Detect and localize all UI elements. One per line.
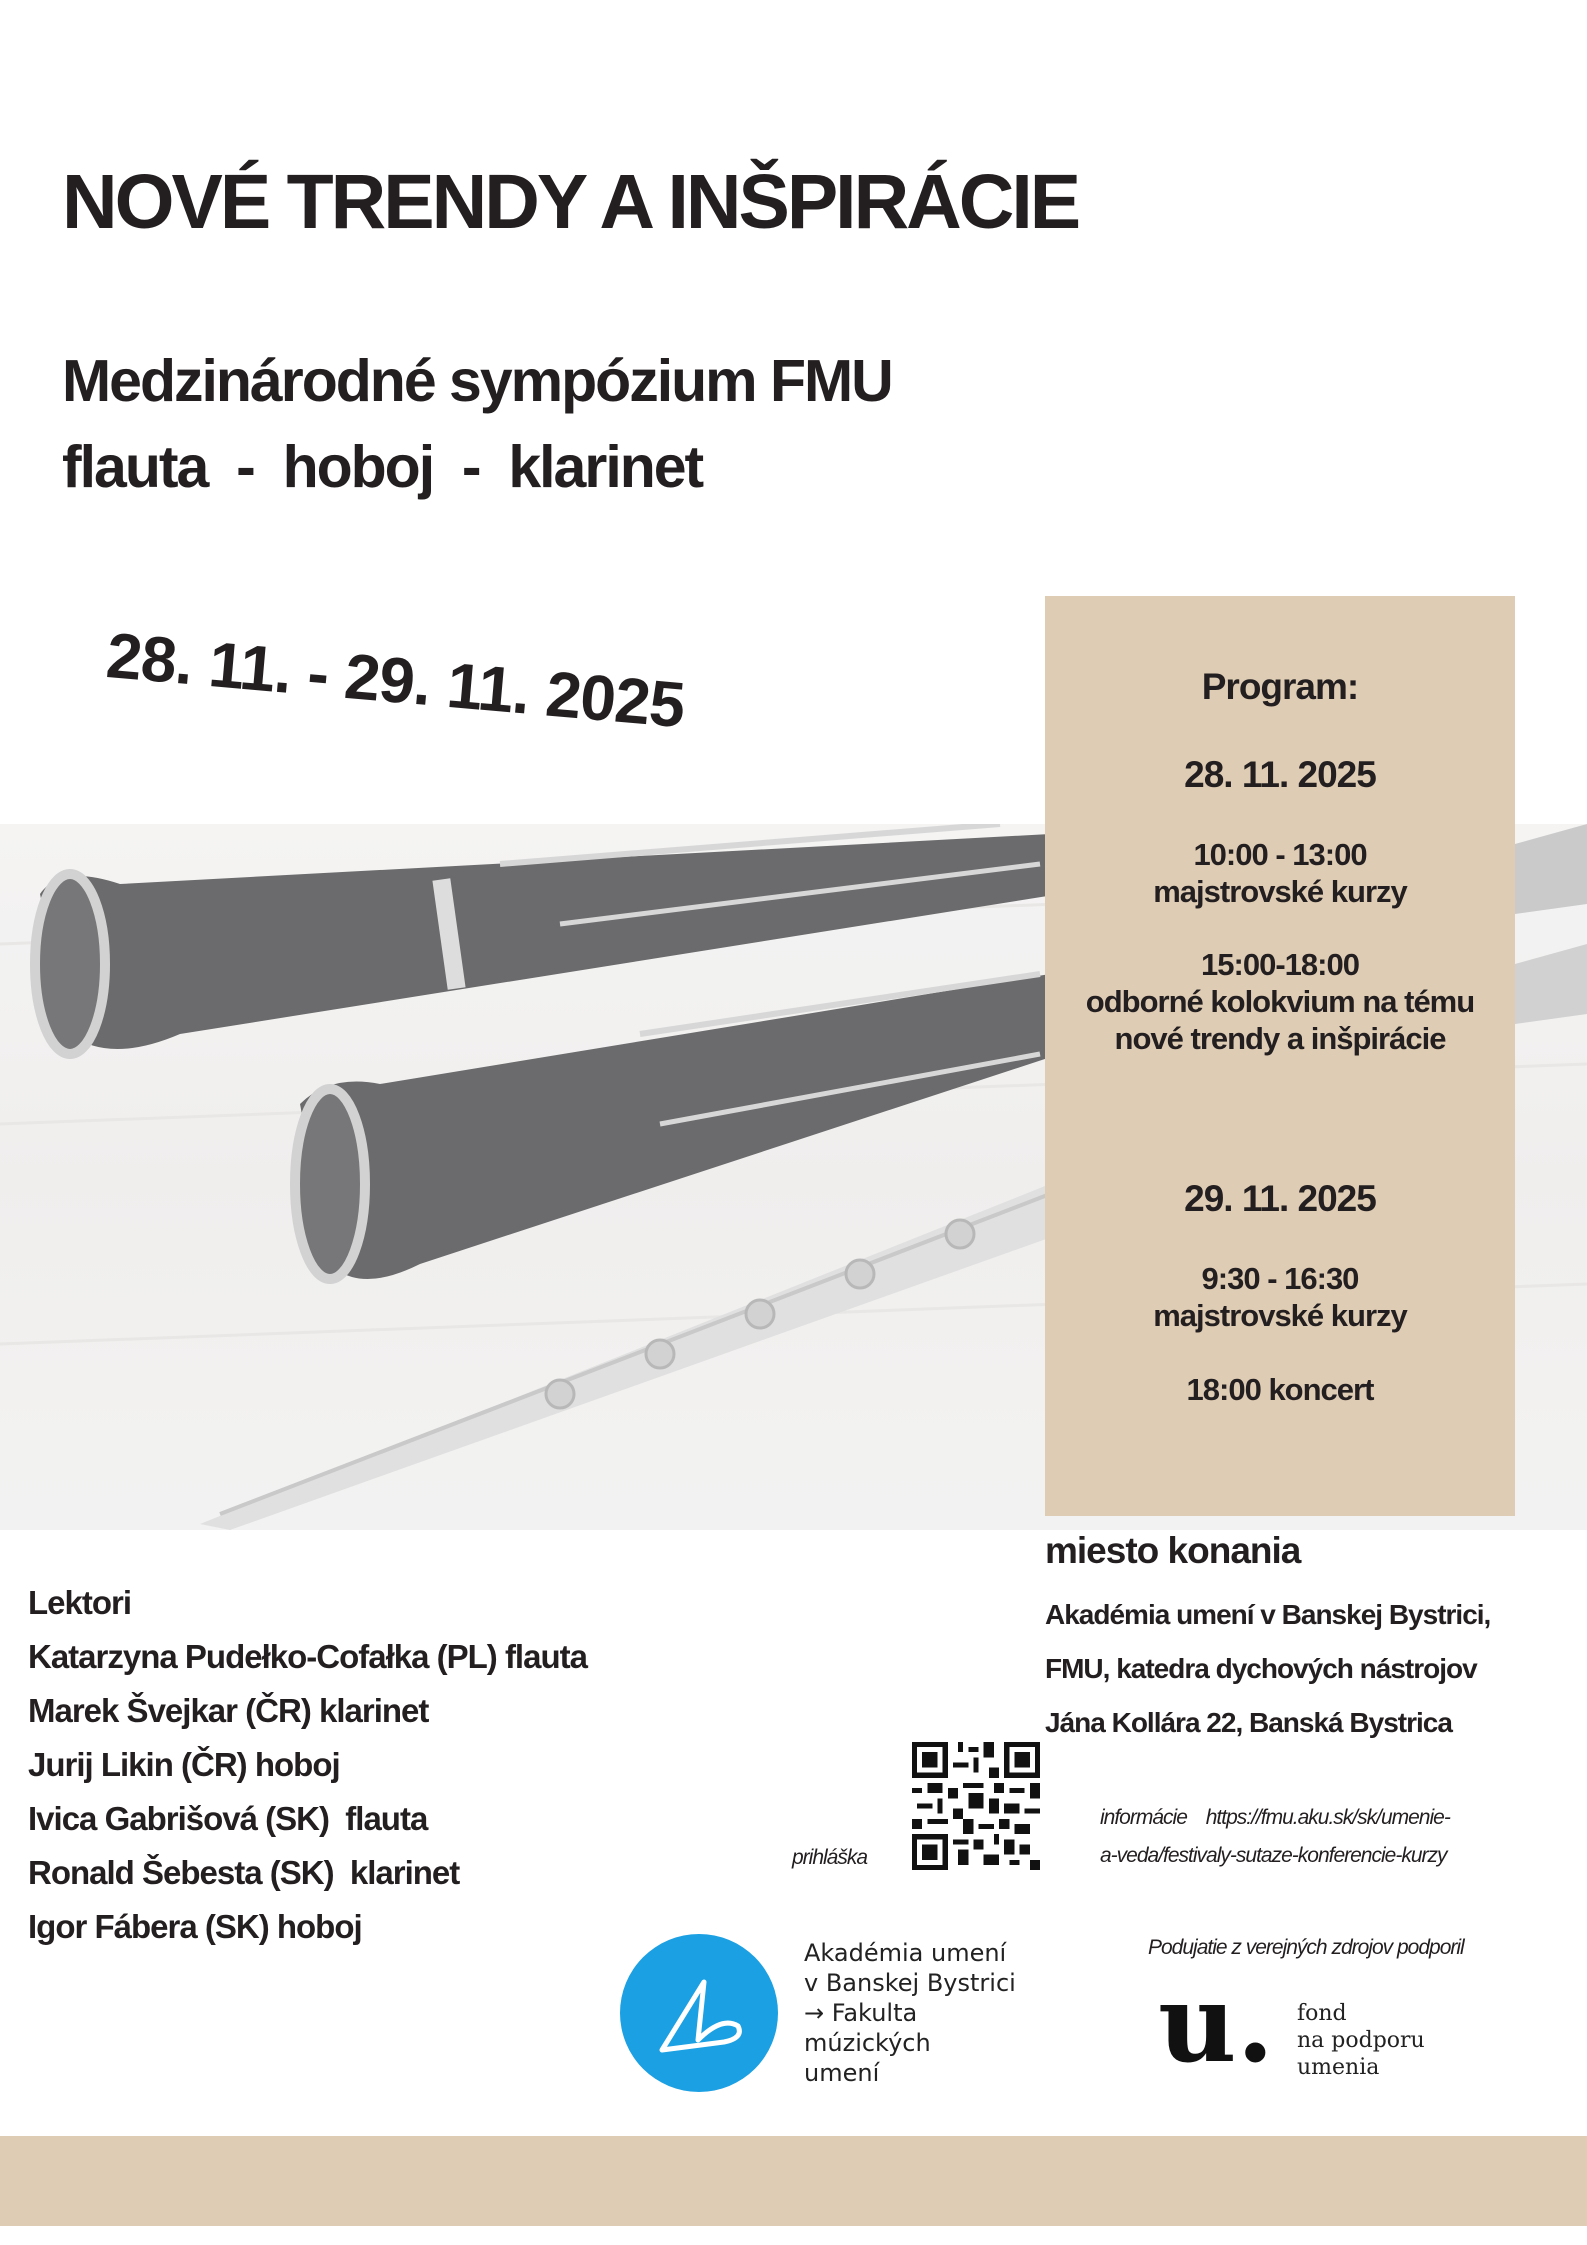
day2-slot1-time: 9:30 - 16:30 <box>1201 1261 1359 1296</box>
info-url-part-2[interactable]: a-veda/festivaly-sutaze-konferencie-kurzy <box>1100 1844 1447 1867</box>
venue-heading: miesto konania <box>1045 1530 1301 1571</box>
fpu-logo-letter: u. <box>1158 1961 1275 2087</box>
day1-slot2-line2: nové trendy a inšpirácie <box>1114 1021 1446 1056</box>
footer-band <box>0 2136 1587 2226</box>
venue-line-2: FMU, katedra dychových nástrojov <box>1045 1653 1477 1684</box>
qr-code-icon <box>912 1742 1040 1870</box>
info-line-1 <box>1100 1806 1450 1830</box>
aku-logo-icon <box>620 1934 778 2092</box>
lector-item: Ronald Šebesta (SK) klarinet <box>28 1854 460 1891</box>
support-note: Podujatie z verejných zdrojov podporil <box>1148 1936 1464 1959</box>
lector-item: Marek Švejkar (ČR) klarinet <box>28 1692 429 1729</box>
day2-slot1-text: majstrovské kurzy <box>1153 1298 1407 1333</box>
day1-slot1-time: 10:00 - 13:00 <box>1193 837 1367 872</box>
registration-label: prihláška <box>792 1846 868 1869</box>
event-dates: 28. 11. - 29. 11. 2025 <box>103 618 688 742</box>
page-title: NOVÉ TRENDY A INŠPIRÁCIE <box>62 159 1079 245</box>
aku-line-2: v Banskej Bystrici <box>804 1969 1016 1997</box>
venue-address <box>1045 1588 1490 1750</box>
lector-item: Ivica Gabrišová (SK) flauta <box>28 1800 428 1837</box>
info-url-part-1[interactable]: https://fmu.aku.sk/sk/umenie- <box>1205 1806 1450 1829</box>
aku-name <box>804 1938 1016 2088</box>
program-box <box>1045 596 1515 1516</box>
subtitle-line-1: Medzinárodné sympózium FMU <box>62 348 892 414</box>
registration-qr-code[interactable] <box>912 1742 1040 1870</box>
aku-line-4: múzických <box>804 2029 931 2057</box>
day2-concert: 18:00 koncert <box>1186 1372 1374 1407</box>
fpu-line-3: umenia <box>1297 2055 1380 2080</box>
fpu-name <box>1297 2000 1425 2081</box>
day1-date: 28. 11. 2025 <box>1184 754 1376 795</box>
venue-line-1: Akadémia umení v Banskej Bystrici, <box>1045 1599 1491 1630</box>
aku-logo <box>620 1934 778 2092</box>
aku-line-5: umení <box>804 2059 880 2087</box>
day1-slot1-text: majstrovské kurzy <box>1153 874 1407 909</box>
subtitle-line-2: flauta - hoboj - klarinet <box>62 434 703 500</box>
lectors-heading: Lektori <box>28 1584 132 1621</box>
fpu-line-1: fond <box>1297 2001 1347 2026</box>
lector-item: Igor Fábera (SK) hoboj <box>28 1908 362 1945</box>
day1-slot2-line1: odborné kolokvium na tému <box>1085 984 1475 1019</box>
lector-item: Jurij Likin (ČR) hoboj <box>28 1746 340 1783</box>
lectors-list <box>28 1576 587 1954</box>
venue-line-3: Jána Kollára 22, Banská Bystrica <box>1045 1707 1452 1738</box>
subtitle <box>62 338 892 510</box>
program-heading: Program: <box>1201 666 1359 707</box>
aku-line-1: Akadémia umení <box>804 1939 1007 1967</box>
day2-date: 29. 11. 2025 <box>1184 1178 1376 1219</box>
fpu-line-2: na podporu <box>1297 2028 1425 2053</box>
day1-slot2-time: 15:00-18:00 <box>1201 947 1359 982</box>
lector-item: Katarzyna Pudełko-Cofałka (PL) flauta <box>28 1638 587 1675</box>
info-label: informácie <box>1100 1806 1187 1829</box>
aku-line-3: → Fakulta <box>804 1999 918 2027</box>
